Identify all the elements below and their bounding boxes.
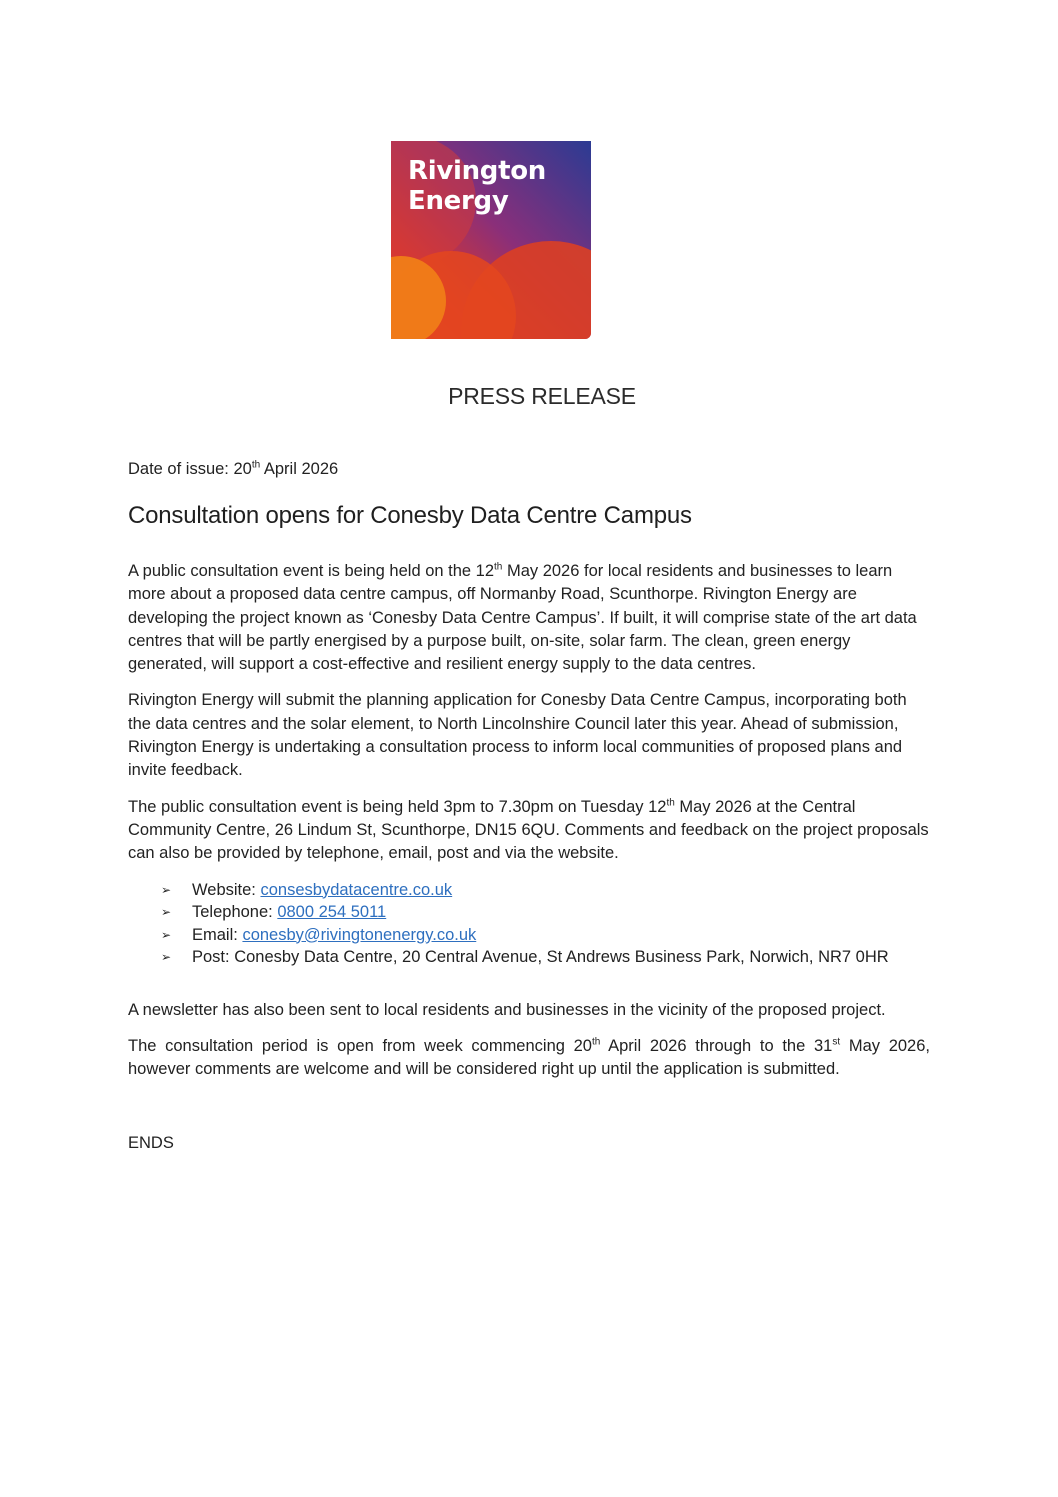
list-item-website: [161, 879, 930, 902]
date-of-issue: [128, 457, 930, 481]
paragraph-period-part-1: The consultation period is open from week commencing 20: [128, 1036, 592, 1055]
paragraph-intro-part-2: May 2026 for local residents and businesses to learn more about a proposed data centre campus, off Normanby Road, Scunthorpe. Rivington Energy are developing the project known as ‘Conesby Data Centre Campus’. If built, it will comprise state of the art data centres that will be partly energised by a purpose built, on-site, solar farm. The clean, green energy generated, will support a cost-effective and resilient energy supply to the data centres.: [128, 562, 917, 674]
document-body: [128, 457, 930, 1155]
paragraph-period-sup-1: th: [591, 1036, 601, 1048]
website-link[interactable]: consesbydatacentre.co.uk: [260, 880, 453, 899]
date-day: 20: [233, 460, 252, 478]
date-label: Date of issue:: [128, 460, 229, 478]
website-label: Website:: [192, 880, 261, 899]
paragraph-newsletter: A newsletter has also been sent to local residents and businesses in the vicinity of the proposed project.: [128, 1000, 886, 1019]
logo-line-1: Rivington: [408, 156, 547, 186]
paragraph-intro-sup: th: [494, 561, 503, 573]
list-item-post: [161, 946, 930, 969]
paragraph-event-part-1: The public consultation event is being held 3pm to 7.30pm on Tuesday 12: [128, 797, 667, 816]
arrow-bullet-icon: ➢: [161, 905, 172, 920]
arrow-bullet-icon: ➢: [161, 950, 172, 965]
email-label: Email:: [192, 925, 243, 944]
list-item-telephone: [161, 901, 930, 924]
post-label: Post:: [192, 948, 235, 967]
paragraph-consultation-period: [128, 1035, 930, 1082]
logo-line-2: Energy: [408, 186, 509, 216]
email-link[interactable]: conesby@rivingtonenergy.co.uk: [242, 925, 477, 944]
paragraph-period-sup-2: st: [832, 1036, 841, 1048]
post-address: Conesby Data Centre, 20 Central Avenue, St Andrews Business Park, Norwich, NR7 0HR: [234, 948, 889, 967]
paragraph-intro-part-1: A public consultation event is being held on the 12: [128, 562, 495, 580]
paragraph-event-sup: th: [666, 797, 675, 809]
paragraph-event-part-2: May 2026 at the Central Community Centre, 26 Lindum St, Scunthorpe, DN15 6QU. Comments and feedback on the project proposals can also be provided by telephone, email, post and via the website.: [128, 797, 929, 863]
ends-marker: ENDS: [128, 1134, 174, 1153]
telephone-link[interactable]: 0800 254 5011: [277, 903, 387, 922]
date-month-year: April 2026: [263, 460, 339, 478]
press-release-heading: PRESS RELEASE: [448, 383, 636, 409]
telephone-label: Telephone:: [192, 903, 278, 922]
contact-list: [128, 879, 930, 969]
rivington-energy-logo: [391, 141, 591, 339]
list-item-email: [161, 924, 930, 947]
logo-text: [408, 156, 546, 216]
arrow-bullet-icon: ➢: [161, 927, 172, 942]
date-day-suffix: th: [251, 459, 261, 471]
paragraph-planning: Rivington Energy will submit the planning application for Conesby Data Centre Campus, incorporating both the data centres and the solar element, to North Lincolnshire Council later this year. Ahead of submission, Rivington Energy is undertaking a consultation process to inform local communities of proposed plans and invite feedback.: [128, 691, 907, 780]
page-title: Consultation opens for Conesby Data Centre Campus: [128, 502, 692, 529]
paragraph-intro: [128, 560, 930, 676]
paragraph-period-part-2: April 2026 through to the 31: [600, 1036, 833, 1055]
paragraph-event: [128, 796, 930, 866]
arrow-bullet-icon: ➢: [161, 882, 172, 897]
paragraph-period-part-3: May 2026, however comments are welcome and will be considered right up until the application is submitted.: [128, 1036, 930, 1079]
